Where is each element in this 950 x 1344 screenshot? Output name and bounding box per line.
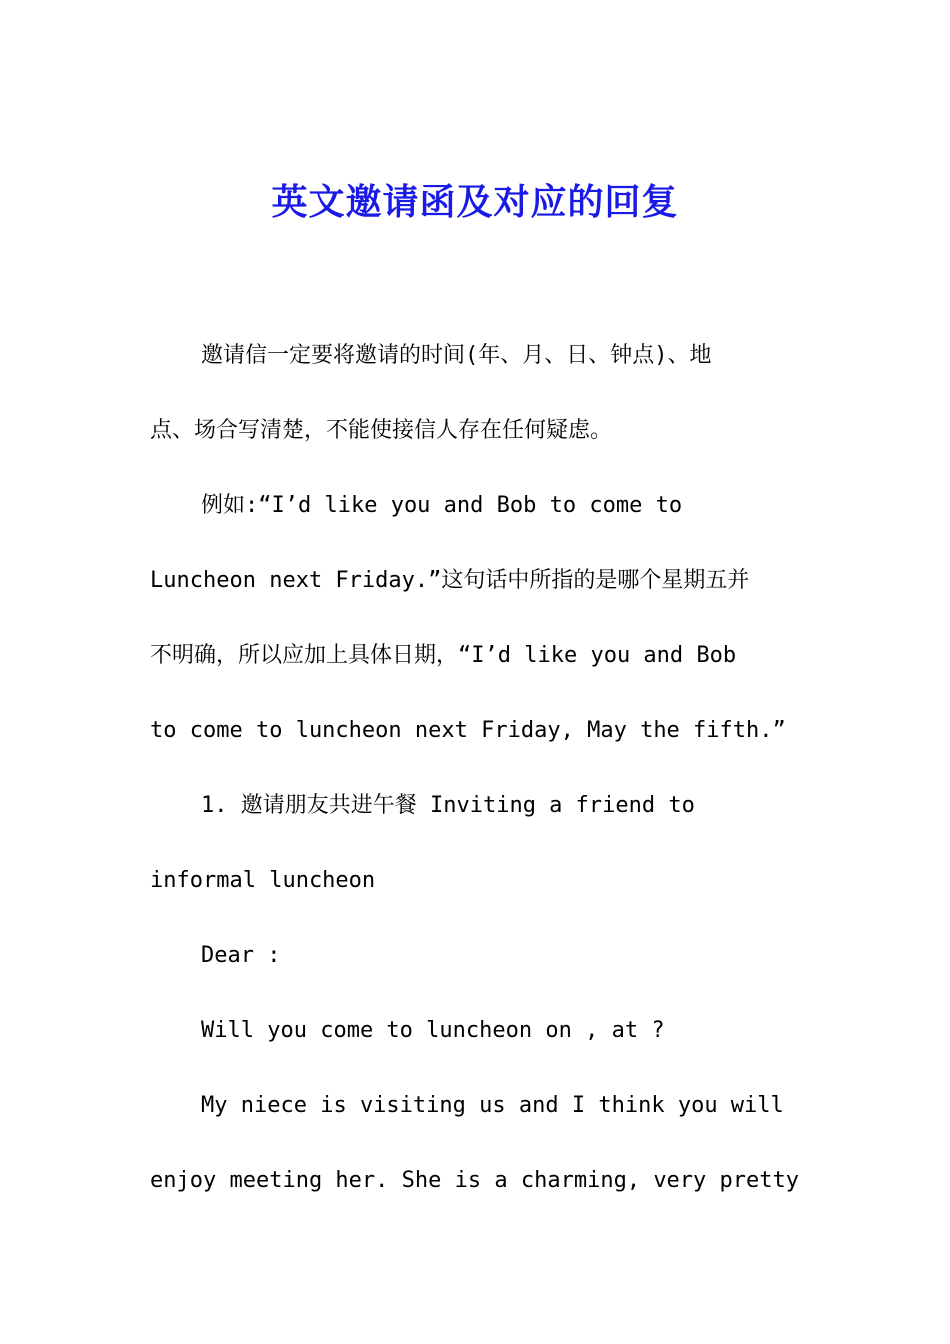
body-line-3: 例如:“I’d like you and Bob to come to: [201, 493, 683, 518]
document-body: [150, 318, 810, 1218]
body-line-4: Luncheon next Friday.”这句话中所指的是哪个星期五并: [150, 568, 750, 593]
body-line-8: informal luncheon: [150, 868, 376, 893]
body-line-1: 邀请信一定要将邀请的时间(年、月、日、钟点)、地: [201, 343, 712, 368]
body-line-5: 不明确，所以应加上具体日期，“I’d like you and Bob: [150, 643, 737, 668]
body-line-10: Will you come to luncheon on , at ?: [201, 1018, 665, 1043]
body-line-11: My niece is visiting us and I think you will: [201, 1093, 784, 1118]
body-line-7: 1. 邀请朋友共进午餐 Inviting a friend to: [201, 793, 695, 818]
body-line-9: Dear :: [201, 943, 281, 968]
document-title: 英文邀请函及对应的回复: [271, 181, 679, 223]
body-line-6: to come to luncheon next Friday, May the fifth.”: [150, 718, 786, 743]
body-line-12: enjoy meeting her. She is a charming, very pretty: [150, 1168, 800, 1193]
body-line-2: 点、场合写清楚，不能使接信人存在任何疑虑。: [150, 418, 613, 443]
